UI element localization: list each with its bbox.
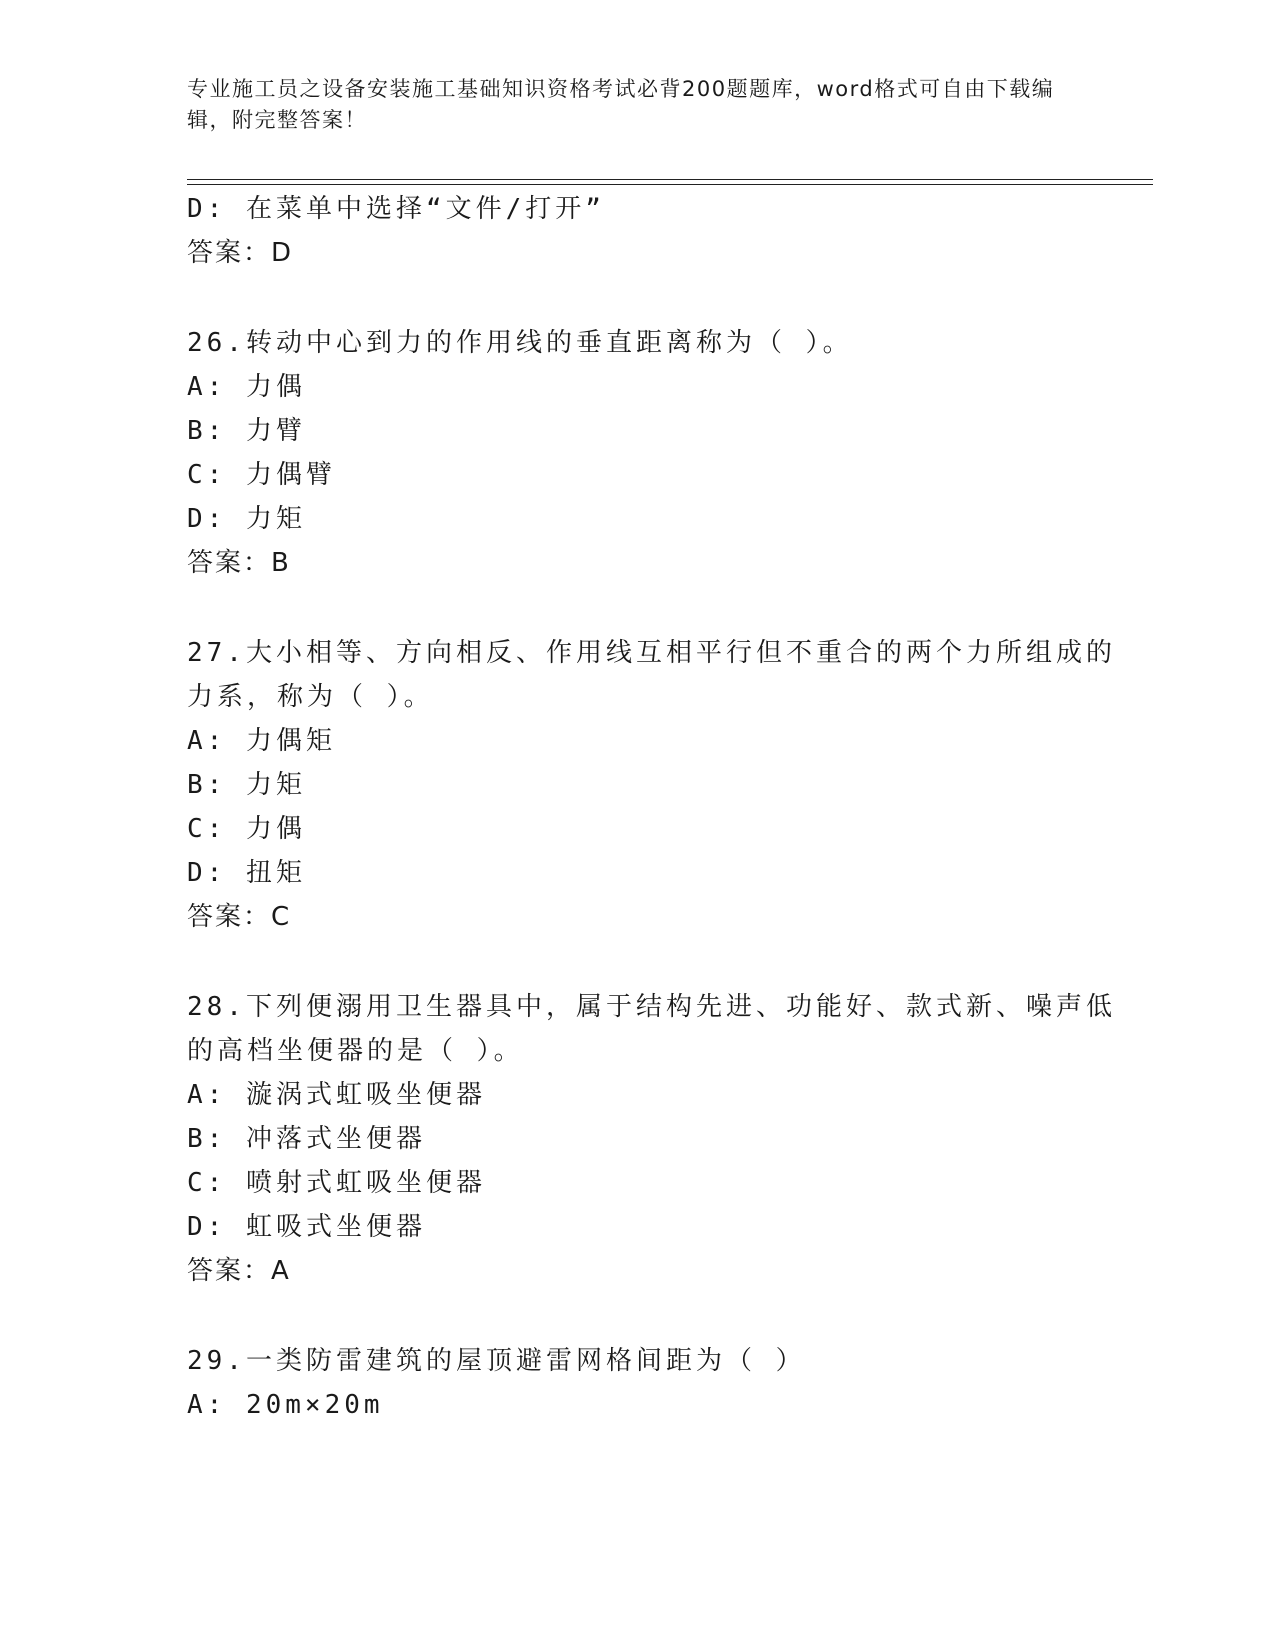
question-27-option-d: D: 扭矩 <box>187 858 306 888</box>
question-28-stem-line-1: 28.下列便溺用卫生器具中，属于结构先进、功能好、款式新、噪声低 <box>187 992 1116 1022</box>
question-26-option-b: B: 力臂 <box>187 416 306 446</box>
question-29-stem-line-1: 29.一类防雷建筑的屋顶避雷网格间距为（ ） <box>187 1346 806 1376</box>
header-divider-top <box>187 179 1153 180</box>
question-28-option-d: D: 虹吸式坐便器 <box>187 1212 426 1242</box>
question-27-option-c: C: 力偶 <box>187 814 306 844</box>
header-divider-bottom <box>187 184 1153 185</box>
question-29-option-a: A: 20m×20m <box>187 1390 384 1420</box>
question-27-option-b: B: 力矩 <box>187 770 306 800</box>
question-28-stem-line-2: 的高档坐便器的是（ ）。 <box>187 1036 524 1066</box>
question-27-stem-line-2: 力系，称为（ ）。 <box>187 682 434 712</box>
question-27-answer: 答案：C <box>187 902 292 932</box>
question-26-answer: 答案：B <box>187 548 291 578</box>
question-26-option-d: D: 力矩 <box>187 504 306 534</box>
question-28-option-b: B: 冲落式坐便器 <box>187 1124 426 1154</box>
question-27-option-a: A: 力偶矩 <box>187 726 336 756</box>
prev-question-answer: 答案：D <box>187 238 294 268</box>
question-28-option-a: A: 漩涡式虹吸坐便器 <box>187 1080 486 1110</box>
prev-question-option-d: D: 在菜单中选择“文件/打开” <box>187 194 605 224</box>
question-28-option-c: C: 喷射式虹吸坐便器 <box>187 1168 486 1198</box>
question-28-answer: 答案：A <box>187 1256 291 1286</box>
document-header: 专业施工员之设备安装施工基础知识资格考试必背200题题库，word格式可自由下载编辑，附完整答案！ <box>187 77 1055 132</box>
question-27-stem-line-1: 27.大小相等、方向相反、作用线互相平行但不重合的两个力所组成的 <box>187 638 1116 668</box>
question-26-stem-line-1: 26.转动中心到力的作用线的垂直距离称为（ ）。 <box>187 328 853 358</box>
question-26-option-a: A: 力偶 <box>187 372 306 402</box>
question-26-option-c: C: 力偶臂 <box>187 460 336 490</box>
